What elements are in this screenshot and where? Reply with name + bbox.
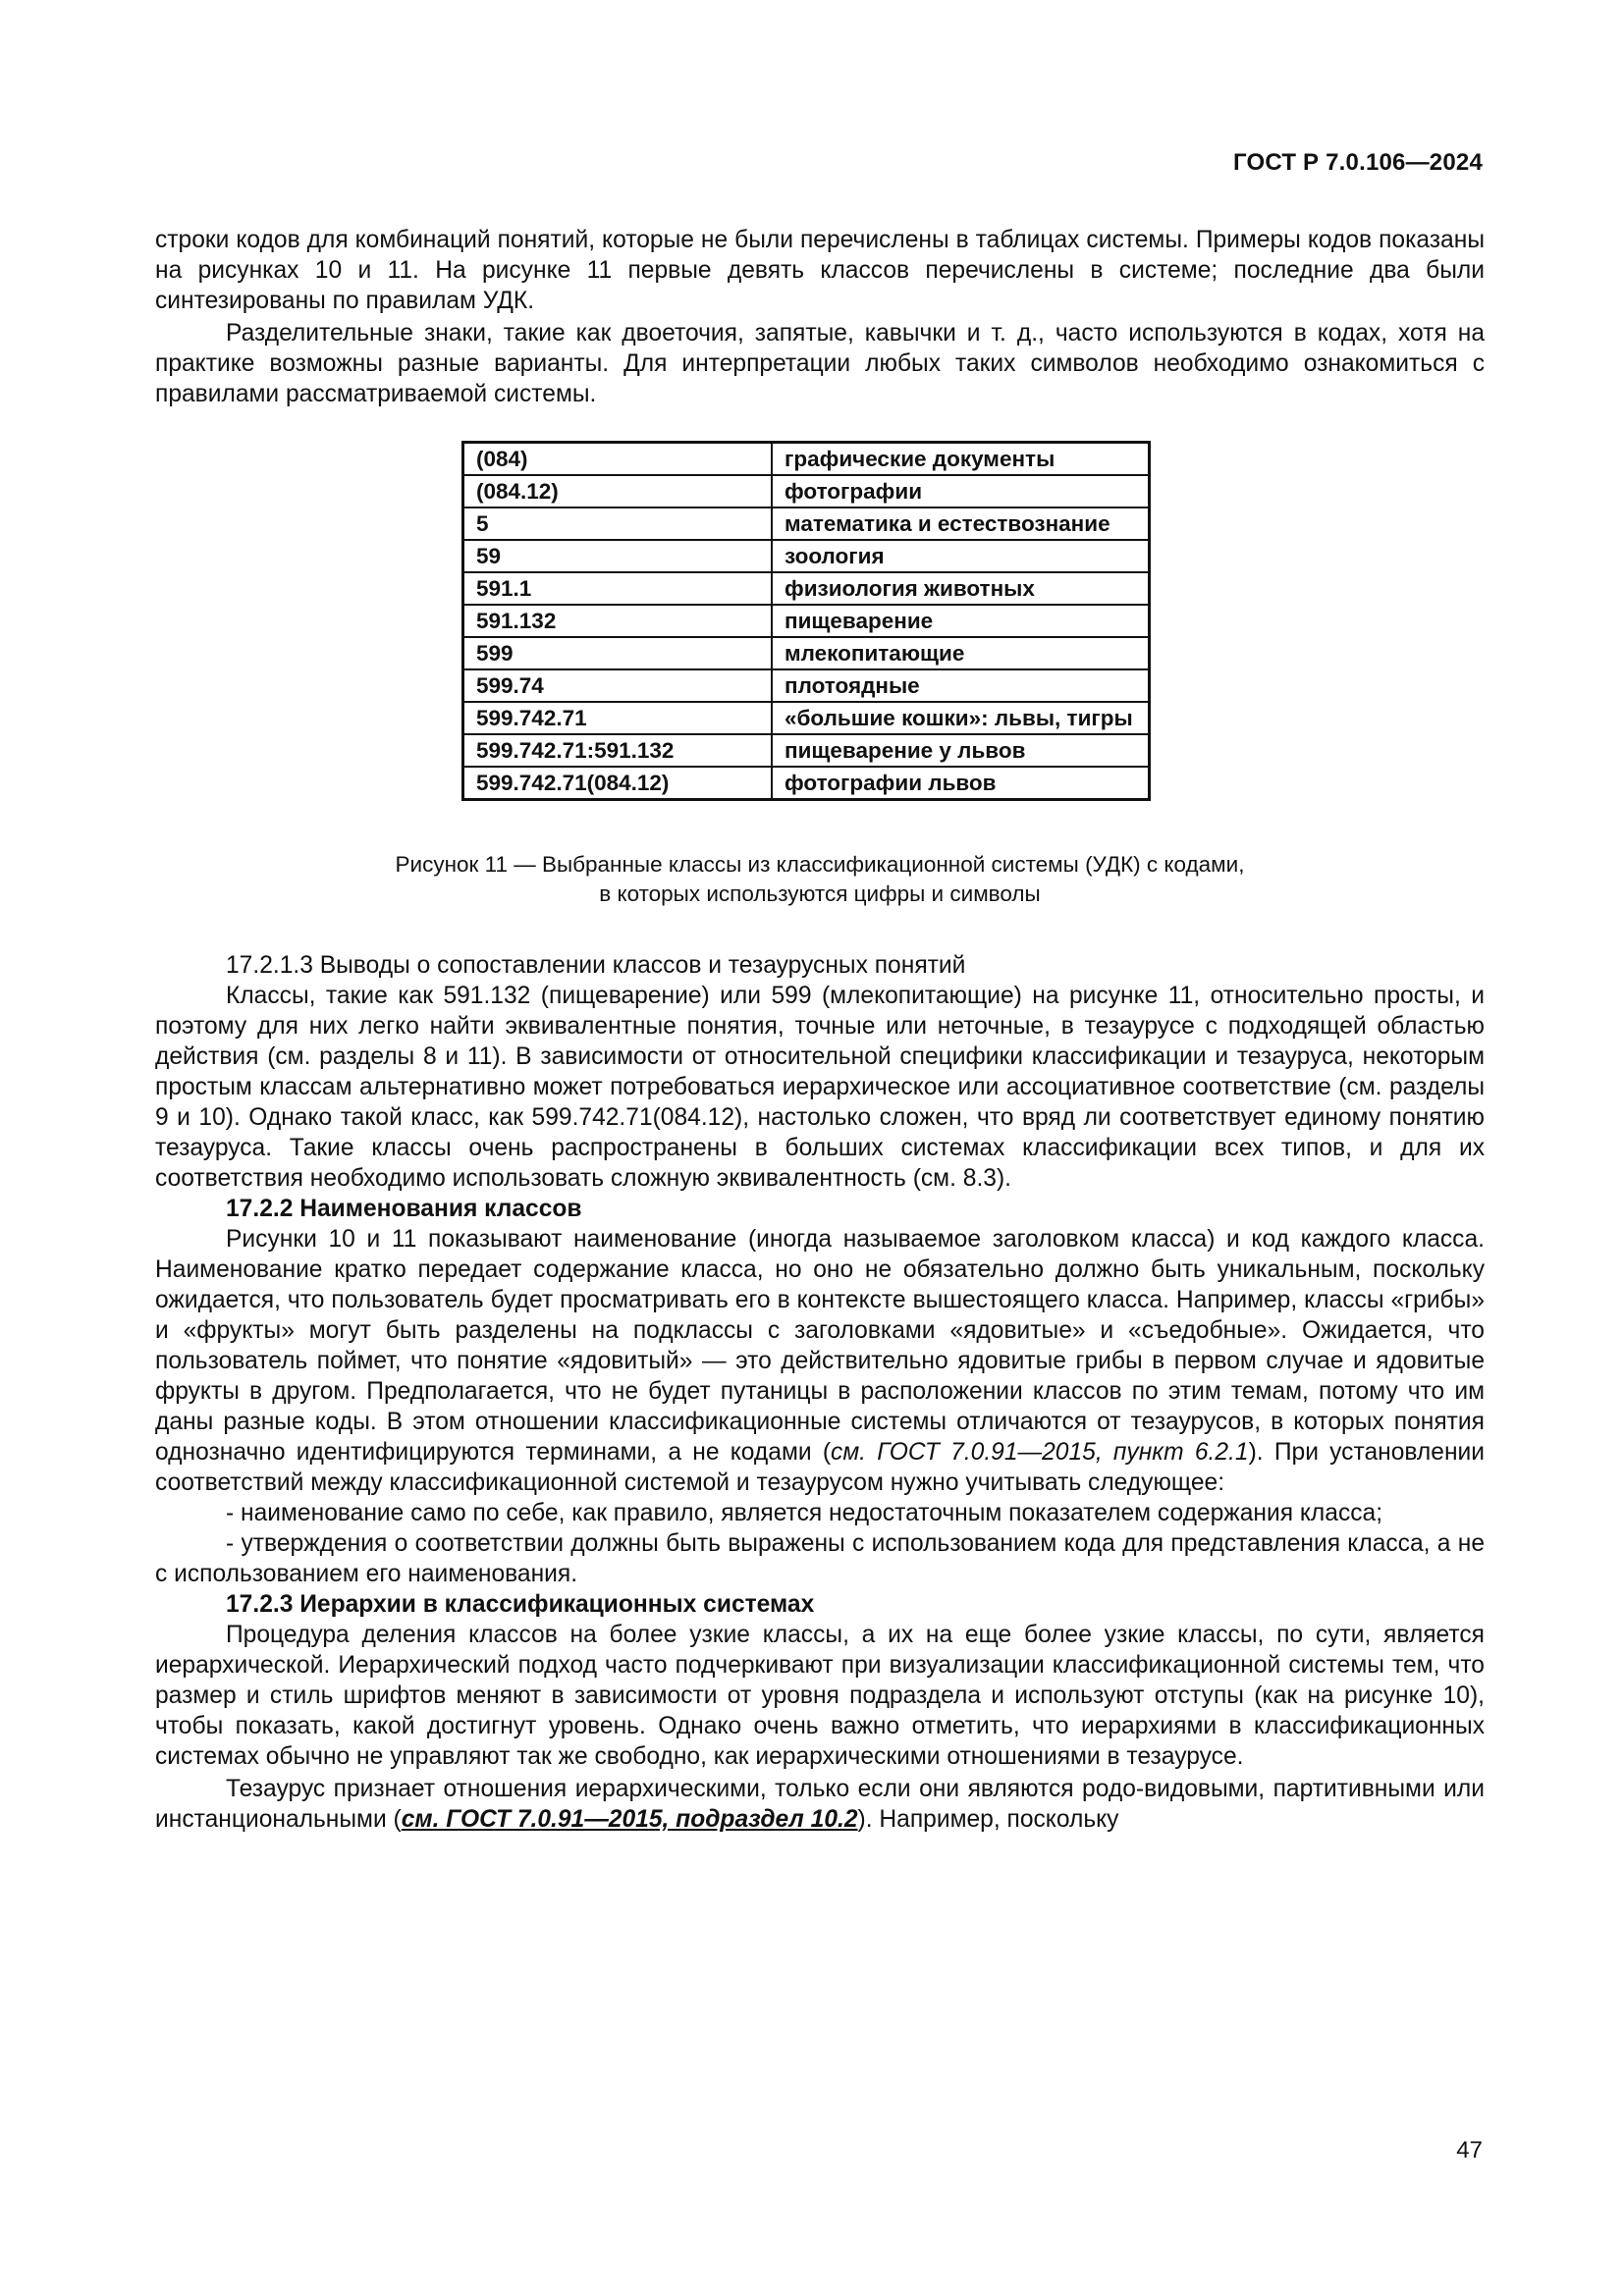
class-name-cell: фотографии львов <box>772 767 1150 800</box>
paragraph-text: ). При установлении соответствий между классификационной системой и тезаурусом нужно учитывать следующее: <box>155 1439 1485 1496</box>
class-name-cell: физиология животных <box>772 572 1150 605</box>
class-name-cell: математика и естествознание <box>772 507 1150 540</box>
intro-paragraph-2: Разделительные знаки, такие как двоеточия, запятые, кавычки и т. д., часто используются в кодах, хотя на практике возможны разные варианты. Для интерпретации любых таких символов необходимо ознакомиться с правилами рассматриваемой системы. <box>155 320 1485 407</box>
page-number: 47 <box>1456 2137 1483 2163</box>
table-row <box>463 605 1150 637</box>
class-code-cell: 59 <box>463 540 773 572</box>
table-row <box>463 572 1150 605</box>
table-row <box>463 767 1150 800</box>
section-17-2-2-heading: 17.2.2 Наименования классов <box>226 1196 582 1222</box>
class-code-cell: (084.12) <box>463 475 773 507</box>
class-code-cell: 591.1 <box>463 572 773 605</box>
class-name-cell: пищеварение <box>772 605 1150 637</box>
standard-reference: см. ГОСТ 7.0.91—2015, пункт 6.2.1 <box>831 1439 1249 1466</box>
standard-header: ГОСТ Р 7.0.106—2024 <box>1233 149 1483 176</box>
figure-caption-line-1: Рисунок 11 — Выбранные классы из классификационной системы (УДК) с кодами, <box>395 852 1245 877</box>
table-row <box>463 702 1150 734</box>
section-17-2-1-3-paragraph: Классы, такие как 591.132 (пищеварение) или 599 (млекопитающие) на рисунке 11, относительно просты, и поэтому для них легко найти эквивалентные понятия, точные или неточные, в тезаурусе с подходящей областью действия (см. разделы 8 и 11). В зависимости от относительной специфики классификации и тезауруса, некоторым простым классам альтернативно может потребоваться иерархическое или ассоциативное соответствие (см. разделы 9 и 10). Однако такой класс, как 599.742.71(084.12), настолько сложен, что вряд ли соответствует единому понятию тезауруса. Такие классы очень распространены в больших системах классификации всех типов, и для их соответствия необходимо использовать сложную эквивалентность (см. 8.3). <box>155 983 1485 1192</box>
table-row <box>463 540 1150 572</box>
table-row <box>463 637 1150 669</box>
section-17-2-3-paragraph-1: Процедура деления классов на более узкие классы, а их на еще более узкие классы, по сути, является иерархической. Иерархический подход часто подчеркивают при визуализации классификационной системы тем, что размер и стиль шрифтов меняют в зависимости от уровня подраздела и используют отступы (как на рисунке 10), чтобы показать, какой достигнут уровень. Однако очень важно отметить, что иерархиями в классификационных системах обычно не управляют так же свободно, как иерархическими отношениями в тезаурусе. <box>155 1622 1485 1770</box>
udc-classes-table <box>461 441 1151 801</box>
paragraph-text: ). Например, поскольку <box>857 1806 1119 1833</box>
table-row <box>463 443 1150 476</box>
table-row <box>463 734 1150 767</box>
class-name-cell: «большие кошки»: львы, тигры <box>772 702 1150 734</box>
class-name-cell: млекопитающие <box>772 637 1150 669</box>
gost-reference-link[interactable]: см. ГОСТ 7.0.91—2015, подраздел 10.2 <box>401 1806 858 1833</box>
section-17-2-2-paragraph <box>155 1224 1485 1498</box>
paragraph-text: Тезаурус признает отношения иерархическими, только если они являются родо-видовыми, партитивными или инстанциональными ( <box>155 1776 1485 1833</box>
class-name-cell: пищеварение у львов <box>772 734 1150 767</box>
table-row <box>463 669 1150 702</box>
class-code-cell: 591.132 <box>463 605 773 637</box>
list-item: - утверждения о соответствии должны быть выражены с использованием кода для представления класса, а не с использованием его наименования. <box>155 1530 1485 1587</box>
intro-paragraph-1: строки кодов для комбинаций понятий, которые не были перечислены в таблицах системы. Примеры кодов показаны на рисунках 10 и 11. На рисунке 11 первые девять классов перечислены в системе; последние два были синтезированы по правилам УДК. <box>155 227 1485 314</box>
page-body <box>155 225 1485 1835</box>
section-17-2-3-heading: 17.2.3 Иерархии в классификационных системах <box>226 1591 815 1618</box>
section-17-2-1-3-heading: 17.2.1.3 Выводы о сопоставлении классов и тезаурусных понятий <box>226 952 966 979</box>
class-code-cell: 5 <box>463 507 773 540</box>
paragraph-text: Рисунки 10 и 11 показывают наименование (иногда называемое заголовком класса) и код каждого класса. Наименование кратко передает содержание класса, но оно не обязательно должно быть уникальным, поскольку ожидается, что пользователь будет просматривать его в контексте вышестоящего класса. Например, классы «грибы» и «фрукты» могут быть разделены на подклассы с заголовками «ядовитые» и «съедобные». Ожидается, что пользователь поймет, что понятие «ядовитый» — это действительно ядовитые грибы в первом случае и ядовитые фрукты в другом. Предполагается, что не будет путаницы в расположении классов по этим темам, потому что им даны разные коды. В этом отношении классификационные системы отличаются от тезаурусов, в которых понятия однозначно идентифицируются терминами, а не кодами ( <box>155 1226 1485 1466</box>
class-code-cell: 599.742.71 <box>463 702 773 734</box>
class-name-cell: графические документы <box>772 443 1150 476</box>
figure-caption <box>155 850 1485 909</box>
class-name-cell: фотографии <box>772 475 1150 507</box>
class-code-cell: 599.74 <box>463 669 773 702</box>
class-code-cell: 599 <box>463 637 773 669</box>
figure-caption-line-2: в которых используются цифры и символы <box>599 881 1041 906</box>
list-item: - наименование само по себе, как правило, является недостаточным показателем содержания класса; <box>226 1500 1383 1526</box>
class-code-cell: 599.742.71:591.132 <box>463 734 773 767</box>
class-name-cell: зоология <box>772 540 1150 572</box>
class-code-cell: 599.742.71(084.12) <box>463 767 773 800</box>
table-row <box>463 507 1150 540</box>
table-row <box>463 475 1150 507</box>
section-17-2-3-paragraph-2 <box>155 1774 1485 1835</box>
class-code-cell: (084) <box>463 443 773 476</box>
class-name-cell: плотоядные <box>772 669 1150 702</box>
